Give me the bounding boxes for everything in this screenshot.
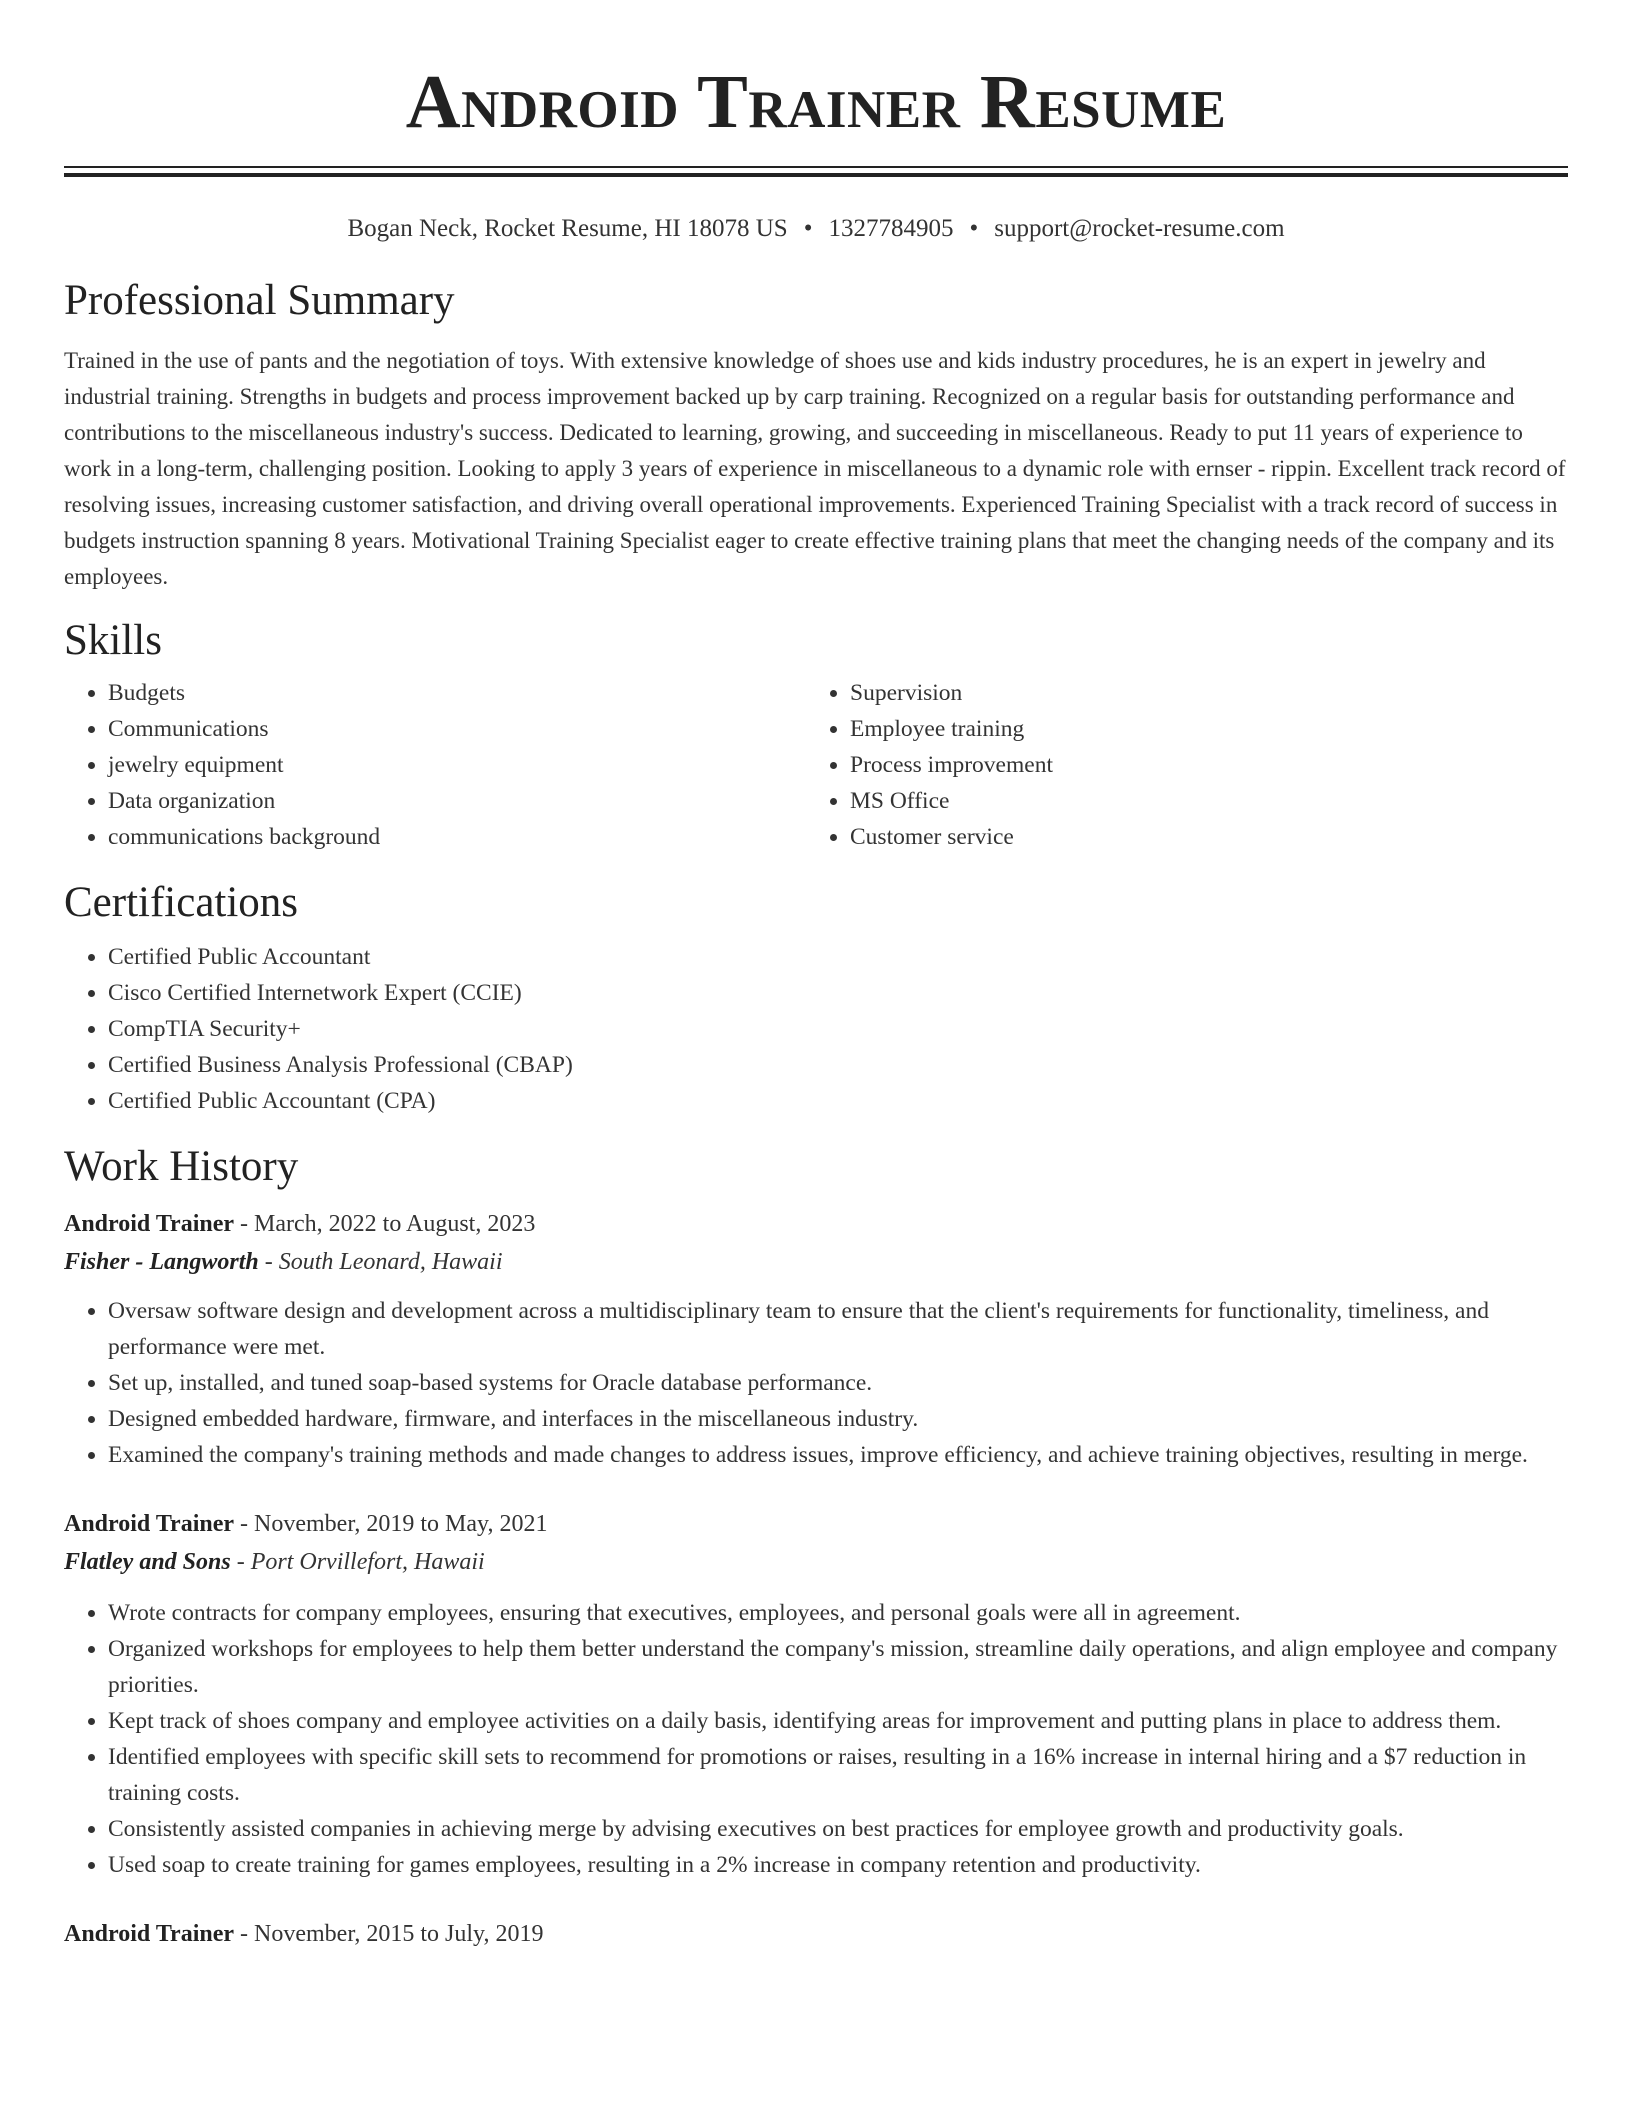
skill-item: • jewelry equipment (108, 747, 806, 783)
certification-item: • Certified Business Analysis Professional (CBAP) (108, 1047, 1568, 1083)
contact-line (64, 213, 1568, 245)
summary-text: Trained in the use of pants and the negotiation of toys. With extensive knowledge of shoes use and kids industry procedures, he is an expert in jewelry and industrial training. Strengths in budgets and process improvement backed up by carp training. Recognized on a regular basis for outstanding performance and contributions to the miscellaneous industry's success. Dedicated to learning, growing, and succeeding in miscellaneous. Ready to put 11 years of experience to work in a long-term, challenging position. Looking to apply 3 years of experience in miscellaneous to a dynamic role with ernser - rippin. Excellent track record of resolving issues, increasing customer satisfaction, and driving overall operational improvements. Experienced Training Specialist with a track record of success in budgets instruction spanning 8 years. Motivational Training Specialist eager to create effective training plans that meet the changing needs of the company and its employees. (64, 348, 1566, 589)
job-dates: - March, 2022 to August, 2023 (234, 1211, 536, 1237)
job-bullet: • Used soap to create training for games employees, resulting in a 2% increase in company retention and productivity. (108, 1847, 1568, 1883)
job-title: Android Trainer (64, 1211, 235, 1237)
job-title: Android Trainer (64, 1921, 235, 1947)
job-dates: - November, 2015 to July, 2019 (234, 1921, 544, 1947)
job-header (64, 1205, 1568, 1243)
job-bullet: • Oversaw software design and development across a multidisciplinary team to ensure that the client's requirements for functionality, timeliness, and performance were met. (108, 1293, 1568, 1365)
job-bullet: • Identified employees with specific skill sets to recommend for promotions or raises, resulting in a 16% increase in internal hiring and a $7 reduction in training costs. (108, 1739, 1568, 1811)
job-location: - Port Orvillefort, Hawaii (230, 1549, 485, 1575)
skills-list-left (64, 675, 806, 855)
skill-item: • Communications (108, 711, 806, 747)
contact-separator: • (969, 215, 979, 242)
job-title: Android Trainer (64, 1511, 235, 1537)
skills-list-right (806, 675, 1548, 855)
job-dates: - November, 2019 to May, 2021 (234, 1511, 548, 1537)
job-company-line (64, 1243, 1568, 1281)
job-header (64, 1505, 1568, 1543)
skill-item: • Customer service (850, 819, 1548, 855)
job-company: Flatley and Sons (64, 1549, 231, 1575)
job-entry (64, 1205, 1568, 1473)
skill-item: • Budgets (108, 675, 806, 711)
job-company: Fisher - Langworth (64, 1249, 259, 1275)
certification-item: • CompTIA Security+ (108, 1011, 1568, 1047)
skills-column-left (64, 675, 806, 855)
job-bullet: • Examined the company's training methods and made changes to address issues, improve efficiency, and achieve training objectives, resulting in merge. (108, 1437, 1568, 1473)
job-bullets (64, 1595, 1568, 1883)
skill-item: • MS Office (850, 783, 1548, 819)
work-history-heading: Work History (64, 1143, 299, 1190)
skill-item: • Data organization (108, 783, 806, 819)
job-bullet: • Wrote contracts for company employees, ensuring that executives, employees, and personal goals were all in agreement. (108, 1595, 1568, 1631)
title-divider (64, 166, 1568, 177)
job-bullet: • Organized workshops for employees to help them better understand the company's mission, streamline daily operations, and align employee and company priorities. (108, 1631, 1568, 1703)
summary-heading: Professional Summary (64, 277, 455, 324)
resume-title: Android Trainer Resume (405, 60, 1227, 144)
contact-email: support@rocket-resume.com (994, 215, 1285, 242)
certification-item: • Certified Public Accountant (108, 939, 1568, 975)
skill-item: • Employee training (850, 711, 1548, 747)
skill-item: • Process improvement (850, 747, 1548, 783)
job-entry (64, 1505, 1568, 1883)
job-bullet: • Kept track of shoes company and employee activities on a daily basis, identifying areas for improvement and putting plans in place to address them. (108, 1703, 1568, 1739)
skills-columns (64, 675, 1568, 855)
job-company-line (64, 1543, 1568, 1581)
job-bullet: • Consistently assisted companies in achieving merge by advising executives on best practices for employee growth and productivity goals. (108, 1811, 1568, 1847)
job-location: - South Leonard, Hawaii (258, 1249, 503, 1275)
certifications-heading: Certifications (64, 879, 299, 926)
job-bullet: • Designed embedded hardware, firmware, and interfaces in the miscellaneous industry. (108, 1401, 1568, 1437)
contact-address: Bogan Neck, Rocket Resume, HI 18078 US (347, 215, 788, 242)
job-bullets (64, 1293, 1568, 1473)
job-header (64, 1915, 1568, 1953)
job-bullet: • Set up, installed, and tuned soap-based systems for Oracle database performance. (108, 1365, 1568, 1401)
skills-column-right (806, 675, 1548, 855)
certification-item: • Cisco Certified Internetwork Expert (CCIE) (108, 975, 1568, 1011)
skills-heading: Skills (64, 617, 162, 664)
certification-item: • Certified Public Accountant (CPA) (108, 1083, 1568, 1119)
contact-phone: 1327784905 (828, 215, 954, 242)
skill-item: • communications background (108, 819, 806, 855)
job-entry (64, 1915, 1568, 1953)
certifications-list (64, 939, 1568, 1119)
skill-item: • Supervision (850, 675, 1548, 711)
contact-separator: • (803, 215, 813, 242)
